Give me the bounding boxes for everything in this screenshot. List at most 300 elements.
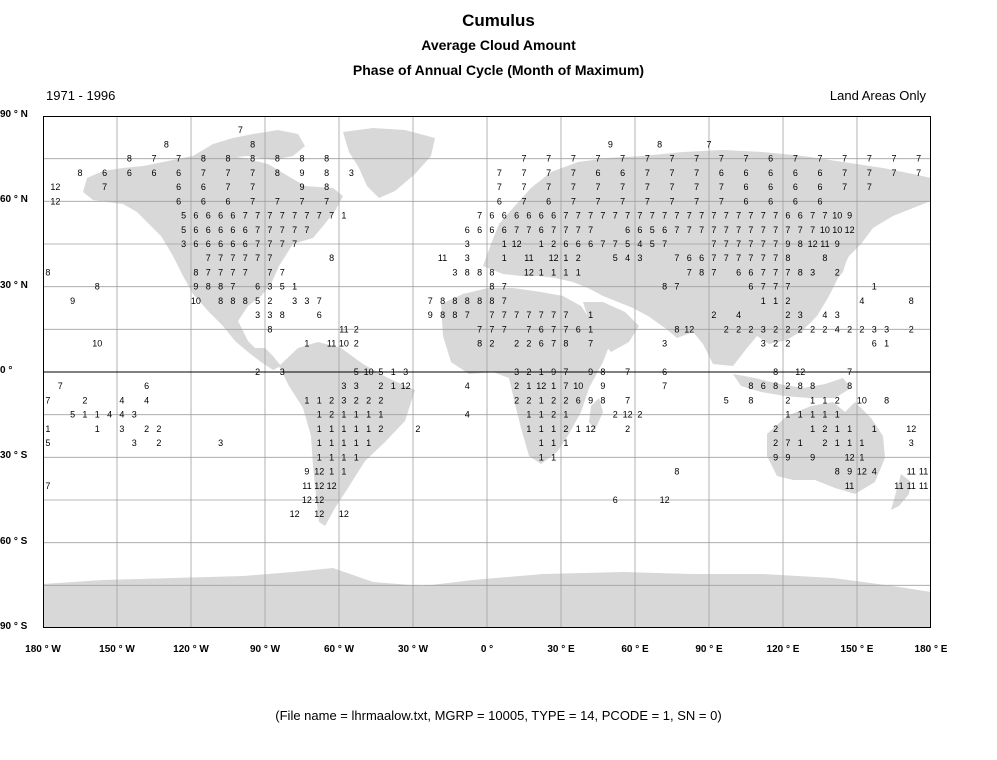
month-value: 6 xyxy=(699,253,705,264)
month-value: 7 xyxy=(699,210,705,221)
month-value: 8 xyxy=(748,381,754,392)
month-value: 7 xyxy=(575,224,581,235)
month-value: 9 xyxy=(304,466,310,477)
month-value: 9 xyxy=(773,452,779,463)
month-value: 8 xyxy=(324,153,330,164)
month-value: 7 xyxy=(760,267,766,278)
month-value: 8 xyxy=(126,153,132,164)
month-value: 7 xyxy=(521,167,527,178)
month-value: 2 xyxy=(822,438,828,449)
month-value: 3 xyxy=(181,239,187,249)
month-value: 8 xyxy=(884,395,890,406)
month-value: 2 xyxy=(329,409,335,420)
month-value: 1 xyxy=(329,466,335,477)
month-value: 2 xyxy=(847,324,853,335)
month-value: 2 xyxy=(773,438,779,449)
month-value: 6 xyxy=(768,182,774,193)
month-value: 7 xyxy=(620,153,626,164)
month-value: 6 xyxy=(563,239,569,249)
month-value: 7 xyxy=(723,224,729,235)
month-value: 7 xyxy=(743,153,749,164)
month-value: 6 xyxy=(200,182,206,193)
month-value: 1 xyxy=(884,338,890,349)
month-value: 2 xyxy=(637,409,643,420)
month-value: 4 xyxy=(736,310,742,321)
month-value: 8 xyxy=(250,153,256,164)
longitude-label: 150 ° E xyxy=(840,644,874,655)
month-value: 6 xyxy=(612,495,618,505)
month-value: 11 xyxy=(326,338,337,349)
month-value: 7 xyxy=(797,224,803,235)
month-value: 8 xyxy=(477,295,483,306)
month-value: 12 xyxy=(314,466,325,477)
month-value: 2 xyxy=(255,367,261,377)
month-value: 8 xyxy=(163,139,169,150)
month-value: 6 xyxy=(218,239,224,249)
month-value: 8 xyxy=(193,267,199,278)
month-value: 7 xyxy=(674,281,680,292)
month-value: 8 xyxy=(489,295,495,306)
month-value: 8 xyxy=(94,281,100,292)
month-value: 6 xyxy=(538,224,544,235)
month-value: 1 xyxy=(760,295,766,306)
latitude-label: 30 ° S xyxy=(0,450,28,462)
month-value: 7 xyxy=(329,210,335,221)
month-value: 2 xyxy=(378,423,384,434)
month-value: 1 xyxy=(316,395,322,406)
month-value: 4 xyxy=(119,409,125,420)
month-value: 4 xyxy=(625,253,631,264)
month-value: 3 xyxy=(279,367,285,377)
month-value: 7 xyxy=(625,367,631,377)
month-value: 7 xyxy=(785,224,791,235)
month-value: 3 xyxy=(341,381,347,392)
month-value: 12 xyxy=(795,367,806,377)
month-value: 7 xyxy=(736,239,742,249)
month-value: 1 xyxy=(341,423,347,434)
month-value: 7 xyxy=(760,239,766,249)
month-value: 9 xyxy=(427,310,433,321)
month-value: 5 xyxy=(255,295,261,306)
month-value: 7 xyxy=(625,395,631,406)
month-value: 12 xyxy=(659,495,670,505)
month-value: 7 xyxy=(711,253,717,264)
month-value: 7 xyxy=(723,210,729,221)
month-value: 7 xyxy=(699,224,705,235)
month-value: 5 xyxy=(181,224,187,235)
month-value: 6 xyxy=(736,267,742,278)
month-value: 2 xyxy=(736,324,742,335)
month-value: 8 xyxy=(250,139,256,150)
month-value: 7 xyxy=(686,210,692,221)
month-value: 7 xyxy=(674,210,680,221)
month-value: 6 xyxy=(817,196,823,207)
month-value: 6 xyxy=(205,224,211,235)
month-value: 1 xyxy=(834,438,840,449)
month-value: 1 xyxy=(551,423,557,434)
month-value: 2 xyxy=(822,324,828,335)
month-value: 8 xyxy=(324,167,330,178)
month-value: 6 xyxy=(768,196,774,207)
month-value: 7 xyxy=(620,196,626,207)
month-value: 7 xyxy=(514,310,520,321)
month-value: 1 xyxy=(563,438,569,449)
month-value: 2 xyxy=(908,324,914,335)
month-value: 8 xyxy=(329,253,335,264)
month-value: 7 xyxy=(546,153,552,164)
month-value: 1 xyxy=(45,423,51,434)
month-value: 7 xyxy=(316,210,322,221)
month-value: 7 xyxy=(267,224,273,235)
month-value: 2 xyxy=(810,324,816,335)
month-value: 7 xyxy=(595,153,601,164)
month-value: 1 xyxy=(366,438,372,449)
month-value: 7 xyxy=(477,324,483,335)
month-value: 12 xyxy=(50,182,61,193)
month-value: 8 xyxy=(218,295,224,306)
month-value: 2 xyxy=(785,295,791,306)
month-value: 2 xyxy=(366,395,372,406)
month-value: 6 xyxy=(743,182,749,193)
month-value: 7 xyxy=(810,224,816,235)
month-value: 7 xyxy=(200,167,206,178)
month-value: 1 xyxy=(563,267,569,278)
month-value: 5 xyxy=(723,395,729,406)
month-value: 7 xyxy=(686,224,692,235)
month-value: 7 xyxy=(570,167,576,178)
month-value: 6 xyxy=(496,196,502,207)
month-value: 2 xyxy=(156,438,162,449)
month-value: 10 xyxy=(190,295,201,306)
month-value: 9 xyxy=(785,239,791,249)
month-value: 1 xyxy=(304,338,310,349)
month-value: 1 xyxy=(563,253,569,264)
month-value: 6 xyxy=(316,310,322,321)
month-value: 7 xyxy=(785,438,791,449)
month-value: 6 xyxy=(575,324,581,335)
month-value: 7 xyxy=(526,224,532,235)
month-value: 7 xyxy=(526,310,532,321)
month-value: 7 xyxy=(662,239,668,249)
month-value: 5 xyxy=(45,438,51,449)
month-value: 7 xyxy=(477,210,483,221)
month-value: 8 xyxy=(267,324,273,335)
month-value: 7 xyxy=(748,239,754,249)
month-value: 2 xyxy=(834,267,840,278)
month-value: 1 xyxy=(94,423,100,434)
month-value: 10 xyxy=(363,367,374,377)
month-value: 11 xyxy=(906,466,916,477)
month-value: 1 xyxy=(859,438,865,449)
month-value: 7 xyxy=(304,210,310,221)
month-value: 1 xyxy=(353,452,359,463)
month-value: 7 xyxy=(255,239,261,249)
month-value: 10 xyxy=(338,338,349,349)
month-value: 1 xyxy=(366,423,372,434)
month-value: 2 xyxy=(711,310,717,321)
month-value: 2 xyxy=(329,395,335,406)
month-value: 6 xyxy=(230,239,236,249)
month-value: 8 xyxy=(242,295,248,306)
month-value: 7 xyxy=(588,224,594,235)
month-value: 1 xyxy=(390,367,396,377)
month-value: 8 xyxy=(324,182,330,193)
month-value: 8 xyxy=(477,267,483,278)
world-map xyxy=(43,116,931,628)
month-value: 9 xyxy=(588,367,594,377)
month-value: 3 xyxy=(514,367,520,377)
month-value: 7 xyxy=(612,239,618,249)
month-value: 6 xyxy=(255,281,261,292)
month-value: 7 xyxy=(292,210,298,221)
month-value: 7 xyxy=(176,153,182,164)
month-value: 7 xyxy=(723,239,729,249)
month-value: 2 xyxy=(822,423,828,434)
month-value: 10 xyxy=(832,210,843,221)
month-value: 7 xyxy=(694,182,700,193)
month-value: 4 xyxy=(144,395,150,406)
month-value: 8 xyxy=(299,153,305,164)
month-value: 7 xyxy=(773,253,779,264)
month-value: 7 xyxy=(644,182,650,193)
month-value: 12 xyxy=(536,381,547,392)
month-value: 1 xyxy=(82,409,88,420)
month-value: 8 xyxy=(797,239,803,249)
month-value: 7 xyxy=(151,153,157,164)
month-value: 9 xyxy=(551,367,557,377)
month-value: 1 xyxy=(316,452,322,463)
month-value: 5 xyxy=(649,239,655,249)
month-value: 7 xyxy=(464,310,470,321)
month-value: 1 xyxy=(822,409,828,420)
month-value: 6 xyxy=(200,196,206,207)
month-value: 2 xyxy=(785,324,791,335)
month-value: 1 xyxy=(316,423,322,434)
month-value: 7 xyxy=(324,196,330,207)
month-value: 7 xyxy=(866,153,872,164)
month-value: 12 xyxy=(684,324,695,335)
month-value: 1 xyxy=(341,438,347,449)
month-value: 7 xyxy=(810,210,816,221)
month-value: 1 xyxy=(575,423,581,434)
month-value: 7 xyxy=(588,338,594,349)
month-value: 6 xyxy=(588,239,594,249)
month-value: 7 xyxy=(279,224,285,235)
month-value: 11 xyxy=(906,480,916,491)
month-value: 7 xyxy=(842,153,848,164)
month-value: 7 xyxy=(686,267,692,278)
month-value: 2 xyxy=(353,338,359,349)
month-value: 1 xyxy=(773,295,779,306)
month-value: 7 xyxy=(817,153,823,164)
month-value: 7 xyxy=(521,182,527,193)
month-value: 2 xyxy=(773,423,779,434)
month-value: 7 xyxy=(842,182,848,193)
month-value: 1 xyxy=(551,452,557,463)
month-value: 8 xyxy=(847,381,853,392)
month-value: 7 xyxy=(760,253,766,264)
month-value: 1 xyxy=(551,381,557,392)
month-value: 7 xyxy=(292,239,298,249)
month-value: 1 xyxy=(390,381,396,392)
month-value: 7 xyxy=(760,281,766,292)
month-value: 8 xyxy=(489,281,495,292)
month-value: 7 xyxy=(669,182,675,193)
month-value: 7 xyxy=(694,153,700,164)
month-value: 6 xyxy=(625,224,631,235)
month-value: 12 xyxy=(301,495,312,505)
month-value: 1 xyxy=(847,438,853,449)
new-zealand-islands xyxy=(891,474,911,510)
month-value: 3 xyxy=(341,395,347,406)
month-value: 1 xyxy=(378,409,384,420)
month-value: 10 xyxy=(92,338,103,349)
month-value: 7 xyxy=(551,324,557,335)
month-value: 8 xyxy=(662,281,668,292)
month-value: 3 xyxy=(255,310,261,321)
month-value: 8 xyxy=(699,267,705,278)
month-value: 7 xyxy=(501,295,507,306)
month-value: 1 xyxy=(551,438,557,449)
month-value: 8 xyxy=(600,395,606,406)
month-value: 1 xyxy=(341,210,347,221)
month-value: 4 xyxy=(119,395,125,406)
month-value: 8 xyxy=(563,338,569,349)
month-value: 2 xyxy=(378,395,384,406)
month-value: 2 xyxy=(748,324,754,335)
month-value: 1 xyxy=(785,409,791,420)
month-value: 1 xyxy=(810,409,816,420)
month-value: 7 xyxy=(250,182,256,193)
month-value: 6 xyxy=(575,395,581,406)
month-value: 7 xyxy=(891,167,897,178)
month-value: 3 xyxy=(267,281,273,292)
latitude-label: 0 ° xyxy=(0,365,13,376)
month-value: 6 xyxy=(144,381,150,392)
month-value: 4 xyxy=(859,295,865,306)
month-value: 3 xyxy=(464,253,470,264)
month-value: 6 xyxy=(792,196,798,207)
month-value: 8 xyxy=(440,310,446,321)
month-value: 6 xyxy=(225,196,231,207)
month-value: 12 xyxy=(326,480,337,491)
month-value: 2 xyxy=(526,367,532,377)
month-value: 7 xyxy=(489,324,495,335)
month-value: 6 xyxy=(205,210,211,221)
longitude-label: 90 ° E xyxy=(695,644,723,655)
month-value: 7 xyxy=(279,239,285,249)
month-value: 11 xyxy=(339,324,349,335)
month-value: 7 xyxy=(570,182,576,193)
month-value: 6 xyxy=(637,224,643,235)
month-value: 11 xyxy=(302,480,312,491)
month-value: 12 xyxy=(622,409,633,420)
month-value: 5 xyxy=(279,281,285,292)
month-value: 6 xyxy=(102,167,108,178)
month-value: 7 xyxy=(662,381,668,392)
month-value: 8 xyxy=(773,381,779,392)
longitude-label: 120 ° E xyxy=(766,644,800,655)
month-value: 3 xyxy=(403,367,409,377)
month-value: 7 xyxy=(792,153,798,164)
month-value: 6 xyxy=(686,253,692,264)
longitude-label: 0 ° xyxy=(480,644,494,655)
month-value: 1 xyxy=(834,423,840,434)
month-value: 6 xyxy=(193,239,199,249)
month-value: 12 xyxy=(844,224,855,235)
month-value: 7 xyxy=(748,253,754,264)
month-value: 8 xyxy=(834,466,840,477)
month-value: 7 xyxy=(237,125,243,136)
map-title: Cumulus xyxy=(462,11,535,30)
month-value: 7 xyxy=(644,196,650,207)
month-value: 2 xyxy=(489,338,495,349)
month-value: 5 xyxy=(625,239,631,249)
month-value: 7 xyxy=(723,253,729,264)
month-value: 7 xyxy=(242,267,248,278)
month-value: 7 xyxy=(250,196,256,207)
month-value: 1 xyxy=(871,423,877,434)
month-value: 6 xyxy=(526,210,532,221)
month-value: 6 xyxy=(205,239,211,249)
month-value: 7 xyxy=(526,324,532,335)
month-value: 7 xyxy=(760,210,766,221)
month-value: 2 xyxy=(551,239,557,249)
month-value: 1 xyxy=(538,239,544,249)
month-value: 3 xyxy=(760,324,766,335)
month-value: 7 xyxy=(866,182,872,193)
month-value: 9 xyxy=(607,139,613,150)
month-value: 1 xyxy=(366,409,372,420)
month-value: 1 xyxy=(575,267,581,278)
month-value: 3 xyxy=(871,324,877,335)
month-value: 11 xyxy=(918,466,929,477)
month-value: 7 xyxy=(842,167,848,178)
month-value: 8 xyxy=(230,295,236,306)
month-value: 11 xyxy=(820,239,830,249)
month-value: 7 xyxy=(205,253,211,264)
month-value: 9 xyxy=(847,466,853,477)
month-value: 2 xyxy=(563,395,569,406)
month-value: 3 xyxy=(348,167,354,178)
month-value: 2 xyxy=(575,253,581,264)
month-value: 7 xyxy=(706,139,712,150)
month-value: 9 xyxy=(70,295,76,306)
month-value: 7 xyxy=(718,153,724,164)
month-value: 1 xyxy=(292,281,298,292)
month-value: 2 xyxy=(773,324,779,335)
month-value: 7 xyxy=(644,153,650,164)
month-value: 1 xyxy=(353,423,359,434)
month-value: 12 xyxy=(400,381,411,392)
month-value: 7 xyxy=(637,210,643,221)
month-value: 1 xyxy=(563,409,569,420)
latitude-label: 60 ° S xyxy=(0,535,28,547)
latitude-label: 60 ° N xyxy=(0,194,28,206)
month-value: 7 xyxy=(711,210,717,221)
month-value: 7 xyxy=(546,182,552,193)
month-value: 7 xyxy=(694,167,700,178)
month-value: 10 xyxy=(856,395,867,406)
month-value: 7 xyxy=(649,210,655,221)
arctic-islands xyxy=(193,130,305,160)
month-value: 1 xyxy=(538,423,544,434)
month-value: 7 xyxy=(748,224,754,235)
month-value: 1 xyxy=(316,409,322,420)
month-value: 6 xyxy=(575,239,581,249)
month-value: 5 xyxy=(181,210,187,221)
month-value: 9 xyxy=(193,281,199,292)
